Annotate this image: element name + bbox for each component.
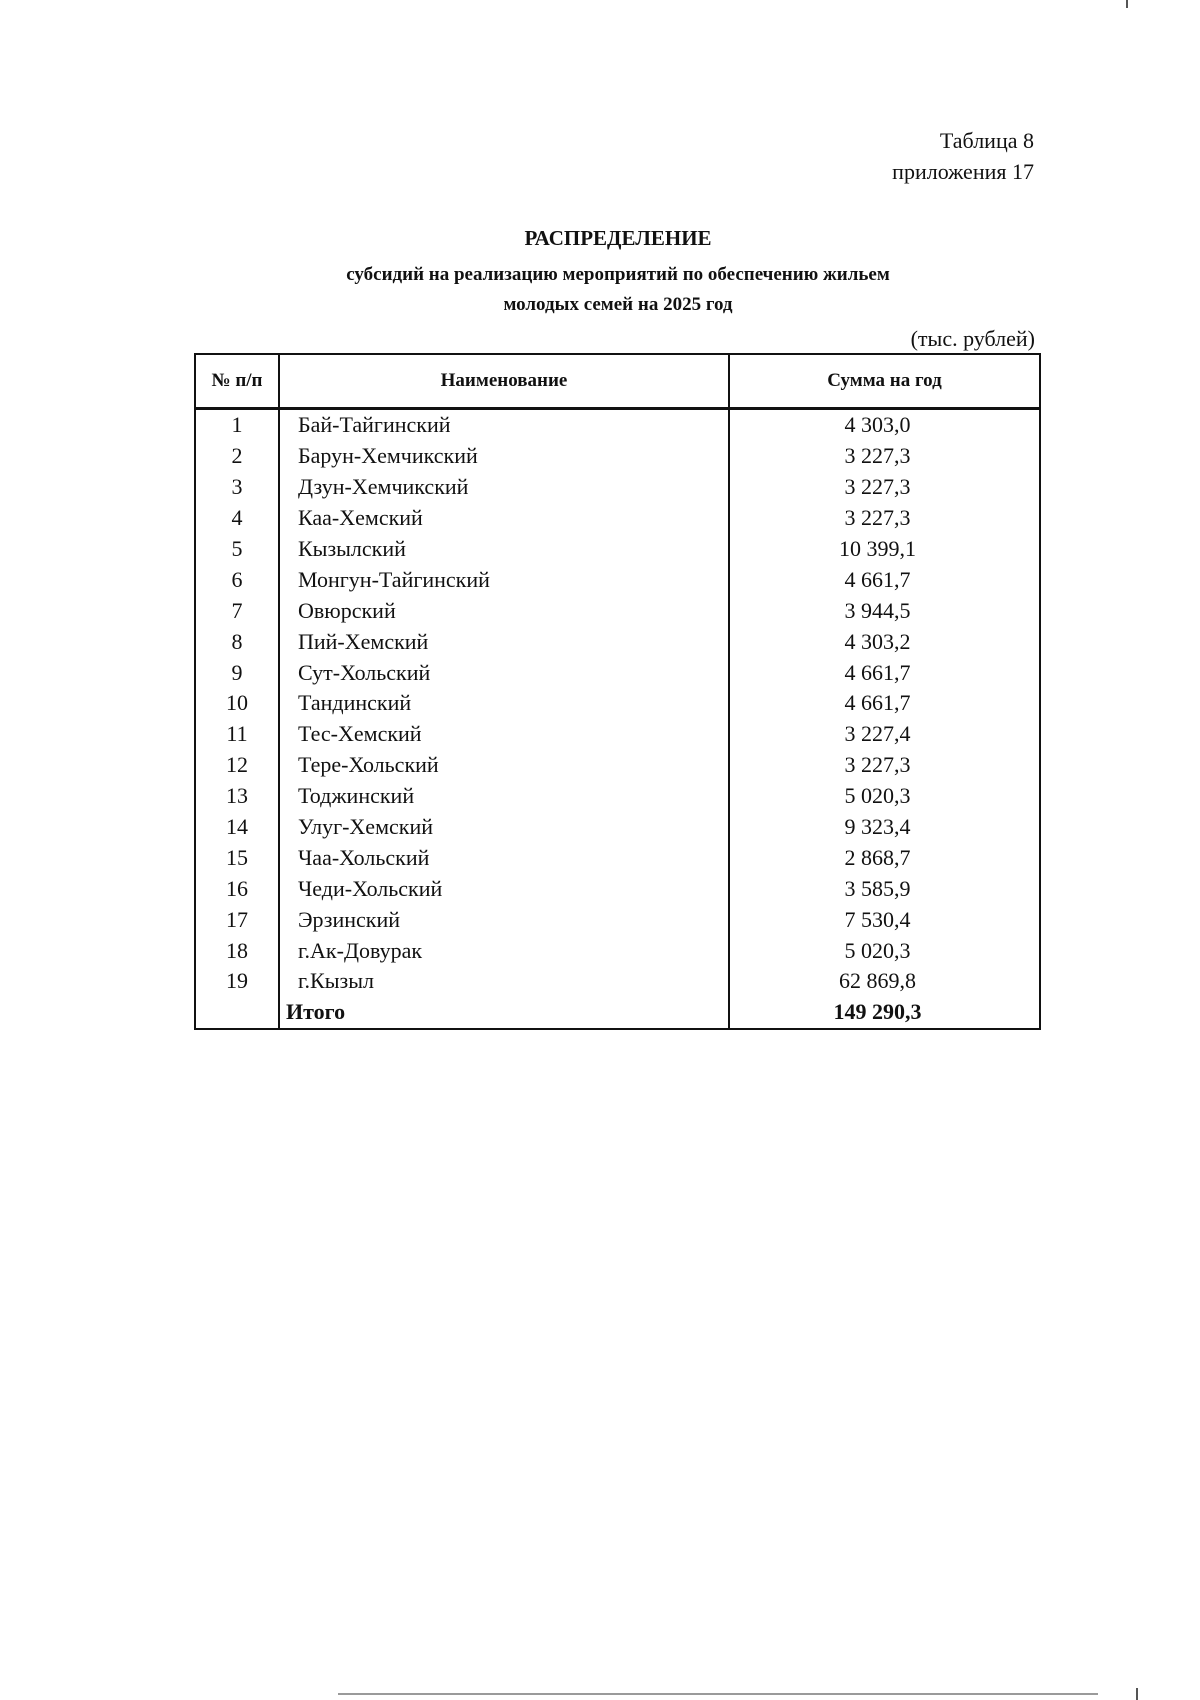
row-number-cell: 16 — [195, 873, 279, 904]
table-row — [195, 904, 1040, 935]
document-subtitle-line-1: субсидий на реализацию мероприятий по обеспечению жильем — [346, 264, 890, 285]
table-row — [195, 534, 1040, 565]
row-number-cell: 1 — [195, 409, 279, 441]
scan-artifact-bottom-corner — [1136, 1688, 1138, 1700]
row-number-cell: 8 — [195, 626, 279, 657]
document-subtitle-line-2: молодых семей на 2025 год — [503, 294, 733, 315]
row-sum-cell: 3 227,3 — [729, 503, 1040, 534]
table-row — [195, 441, 1040, 472]
table-row — [195, 781, 1040, 812]
row-sum-cell: 4 303,2 — [729, 626, 1040, 657]
row-sum-cell: 5 020,3 — [729, 781, 1040, 812]
row-sum-cell: 10 399,1 — [729, 534, 1040, 565]
distribution-table — [194, 353, 1041, 1030]
table-row — [195, 966, 1040, 997]
row-name-cell: Пий-Хемский — [279, 626, 729, 657]
row-name-cell: Улуг-Хемский — [279, 812, 729, 843]
row-sum-cell: 4 661,7 — [729, 688, 1040, 719]
row-name-cell: Овюрский — [279, 595, 729, 626]
scan-artifact-bottom-line — [338, 1693, 1098, 1695]
table-row — [195, 595, 1040, 626]
document-title: РАСПРЕДЕЛЕНИЕ — [524, 226, 712, 250]
row-name-cell: Тоджинский — [279, 781, 729, 812]
row-name-cell: Монгун-Тайгинский — [279, 564, 729, 595]
row-name-cell: г.Ак-Довурак — [279, 935, 729, 966]
row-number-cell: 5 — [195, 534, 279, 565]
row-name-cell: Каа-Хемский — [279, 503, 729, 534]
row-name-cell: Чеди-Хольский — [279, 873, 729, 904]
total-label: Итого — [279, 997, 729, 1029]
column-header-number: № п/п — [195, 354, 279, 409]
row-sum-cell: 3 585,9 — [729, 873, 1040, 904]
row-number-cell: 3 — [195, 472, 279, 503]
row-name-cell: Тандинский — [279, 688, 729, 719]
table-row — [195, 873, 1040, 904]
row-number-cell: 15 — [195, 842, 279, 873]
row-sum-cell: 5 020,3 — [729, 935, 1040, 966]
row-sum-cell: 4 661,7 — [729, 657, 1040, 688]
table-label: Таблица 8 — [939, 128, 1034, 153]
row-number-cell: 10 — [195, 688, 279, 719]
row-sum-cell: 9 323,4 — [729, 812, 1040, 843]
total-sum: 149 290,3 — [729, 997, 1040, 1029]
table-row — [195, 719, 1040, 750]
table-row — [195, 750, 1040, 781]
row-name-cell: Сут-Хольский — [279, 657, 729, 688]
row-name-cell: Эрзинский — [279, 904, 729, 935]
column-header-name: Наименование — [279, 354, 729, 409]
table-row — [195, 503, 1040, 534]
row-number-cell: 19 — [195, 966, 279, 997]
row-number-cell: 4 — [195, 503, 279, 534]
row-number-cell: 7 — [195, 595, 279, 626]
row-number-cell: 17 — [195, 904, 279, 935]
row-sum-cell: 3 227,3 — [729, 441, 1040, 472]
row-name-cell: Тес-Хемский — [279, 719, 729, 750]
table-row — [195, 842, 1040, 873]
row-sum-cell: 62 869,8 — [729, 966, 1040, 997]
scan-artifact-top-tick — [1126, 0, 1128, 8]
row-number-cell: 14 — [195, 812, 279, 843]
row-sum-cell: 3 227,3 — [729, 750, 1040, 781]
row-sum-cell: 3 944,5 — [729, 595, 1040, 626]
row-number-cell: 18 — [195, 935, 279, 966]
table-row — [195, 688, 1040, 719]
column-header-sum: Сумма на год — [729, 354, 1040, 409]
row-sum-cell: 4 303,0 — [729, 409, 1040, 441]
row-name-cell: Дзун-Хемчикский — [279, 472, 729, 503]
row-number-cell: 6 — [195, 564, 279, 595]
table-row — [195, 935, 1040, 966]
total-row — [195, 997, 1040, 1029]
table-row — [195, 812, 1040, 843]
units-label: (тыс. рублей) — [910, 326, 1035, 351]
table-header-row — [195, 354, 1040, 409]
row-name-cell: Чаа-Хольский — [279, 842, 729, 873]
row-name-cell: Барун-Хемчикский — [279, 441, 729, 472]
row-number-cell: 9 — [195, 657, 279, 688]
row-sum-cell: 7 530,4 — [729, 904, 1040, 935]
row-sum-cell: 2 868,7 — [729, 842, 1040, 873]
row-name-cell: Тере-Хольский — [279, 750, 729, 781]
row-number-cell: 13 — [195, 781, 279, 812]
table-row — [195, 626, 1040, 657]
row-sum-cell: 3 227,4 — [729, 719, 1040, 750]
row-name-cell: Кызылский — [279, 534, 729, 565]
row-name-cell: Бай-Тайгинский — [279, 409, 729, 441]
table-row — [195, 472, 1040, 503]
row-number-cell: 12 — [195, 750, 279, 781]
table-row — [195, 657, 1040, 688]
row-number-cell: 11 — [195, 719, 279, 750]
row-sum-cell: 3 227,3 — [729, 472, 1040, 503]
row-number-cell: 2 — [195, 441, 279, 472]
row-name-cell: г.Кызыл — [279, 966, 729, 997]
row-sum-cell: 4 661,7 — [729, 564, 1040, 595]
table-body — [195, 409, 1040, 1029]
table-row — [195, 564, 1040, 595]
total-number-cell — [195, 997, 279, 1029]
appendix-label: приложения 17 — [892, 159, 1034, 184]
table-row — [195, 409, 1040, 441]
